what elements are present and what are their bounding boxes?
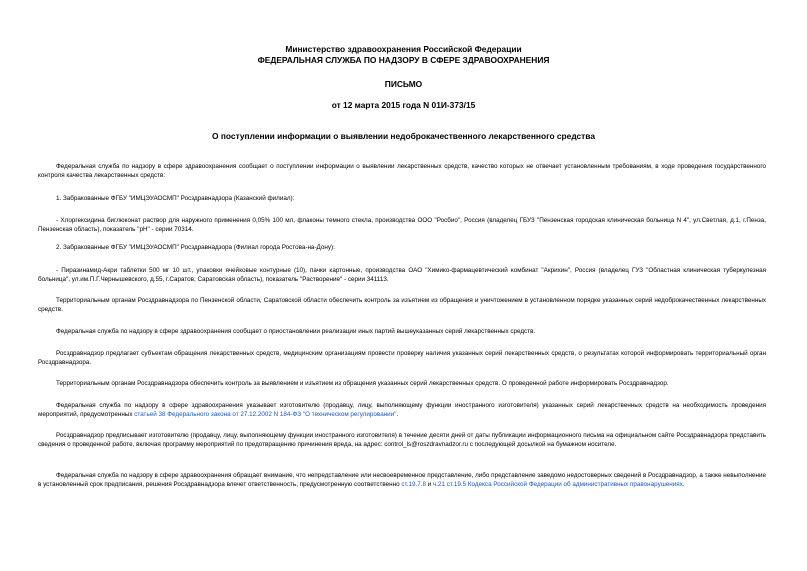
paragraph-inspection: Росздравнадзор предлагает субъектам обращения лекарственных средств, медицинским организациям провести проверку наличия указанных серий лекарственных средств, о результатах которой информировать территориальный орган Росздравнадзора. bbox=[38, 350, 766, 367]
code-article-19-7-8-link[interactable]: ст.19.7.8 bbox=[401, 481, 426, 489]
paragraph-text: Федеральная служба по надзору в сфере здравоохранения указывает изготовителю (продавцу, лицу, выполняющему функции иностранного изготовителя) указанных серий лекарственных средств на необходимость проведения мероприятий, предусмотренных bbox=[38, 402, 766, 419]
ministry-name: Министерство здравоохранения Российской Федерации bbox=[285, 44, 522, 54]
law-article-38-link[interactable]: статьей 38 Федерального закона от 27.12.2002 N 184-ФЗ "О техническом регулировании" bbox=[134, 411, 397, 419]
paragraph-liability bbox=[38, 471, 766, 490]
paragraph-prescription: Росздравнадзор предписывает изготовителю (продавцу, лицу, выполняющему функции иностранного изготовителя) в течение десяти дней от даты публикации информационного письма на официальном сайте Росздравнадзора представить сведения о проведенной работе, включая программу мероприятий по предотвращению причинения вреда, на адрес: control_ls@roszdravnadzor.ru с последующей досылкой на бумажном носителе. bbox=[38, 432, 766, 449]
paragraph-item-1-detail: - Хлоргексидина биглюконат раствор для наружного применения 0,05% 100 мл, флаконы темного стекла, производства ООО "Росбио", Россия (владелец ГБУЗ "Пензенская городская клиническая больница N 4", ул.Светлая, д.1, г.Пенза, Пензенская область), показатель "pH" - серии 70314. bbox=[38, 217, 766, 234]
paragraph-suspension: Федеральная служба по надзору в сфере здравоохранения сообщает о приостановлении реализации иных партий вышеуказанных серий лекарственных средств. bbox=[56, 328, 536, 335]
paragraph-withdrawal: Территориальным органам Росздравнадзора обеспечить контроль за выявлением и изъятием из обращения указанных серий лекарственных средств. О проведенной работе информировать Росздравнадзор. bbox=[56, 380, 669, 387]
document-subject: О поступлении информации о выявлении недоброкачественного лекарственного средства bbox=[212, 131, 595, 141]
service-name: ФЕДЕРАЛЬНАЯ СЛУЖБА ПО НАДЗОРУ В СФЕРЕ ЗДРАВООХРАНЕНИЯ bbox=[257, 55, 550, 65]
paragraph-item-2-detail: - Пиразинамид-Акри таблетки 500 мг 10 шт., упаковки ячейковые контурные (10), пачки картонные, производства ОАО "Химико-фармацевтический комбинат "Акрихин", Россия (владелец ГУЗ "Областная клиническая туберкулезная больница", ул.им.П.Г.Чернышевского, д.55, г.Саратов, Саратовская область), показатель "Растворение" - серии 341113. bbox=[38, 267, 766, 284]
paragraph-item-2-header: 2. Забракованные ФГБУ "ИМЦЭУАОСМП" Росздравнадзора (Филиал города Ростова-на-Дону): bbox=[56, 244, 335, 251]
paragraph-text-mid: и bbox=[425, 481, 434, 489]
paragraph-item-1-header: 1. Забракованные ФГБУ "ИМЦЭУАОСМП" Росздравнадзора (Казанский филиал): bbox=[56, 195, 295, 202]
paragraph-intro: Федеральная служба по надзору в сфере здравоохранения сообщает о поступлении информации о выявлении лекарственных средств, качество которых не отвечает установленным требованиям, в ходе проведения государственного контроля качества лекарственных средств: bbox=[38, 163, 766, 180]
code-article-19-5-link[interactable]: ч.21 ст.19.5 Кодекса Российской Федерации об административных правонарушениях bbox=[433, 481, 683, 489]
paragraph-territorial-control: Территориальным органам Росздравнадзора по Пензенской области, Саратовской области обеспечить контроль за изъятием из обращения и уничтожением в установленном порядке указанных серий недоброкачественных лекарственных средств. bbox=[38, 297, 766, 314]
paragraph-text-end: . bbox=[682, 481, 685, 489]
paragraph-text-end: . bbox=[396, 411, 399, 419]
document-date-number: от 12 марта 2015 года N 01И-373/15 bbox=[331, 100, 476, 110]
document-type: ПИСЬМО bbox=[384, 79, 423, 89]
paragraph-text: Федеральная служба по надзору в сфере здравоохранения обращает внимание, что непредставление или несвоевременное представление, либо представление заведомо недостоверных сведений в Росздравнадзор, а также невыполнение в установленный срок предписания, решения Росздравнадзора влечет ответственность, предусмотренную соответственно bbox=[38, 472, 766, 489]
paragraph-manufacturer-measures bbox=[38, 401, 766, 420]
